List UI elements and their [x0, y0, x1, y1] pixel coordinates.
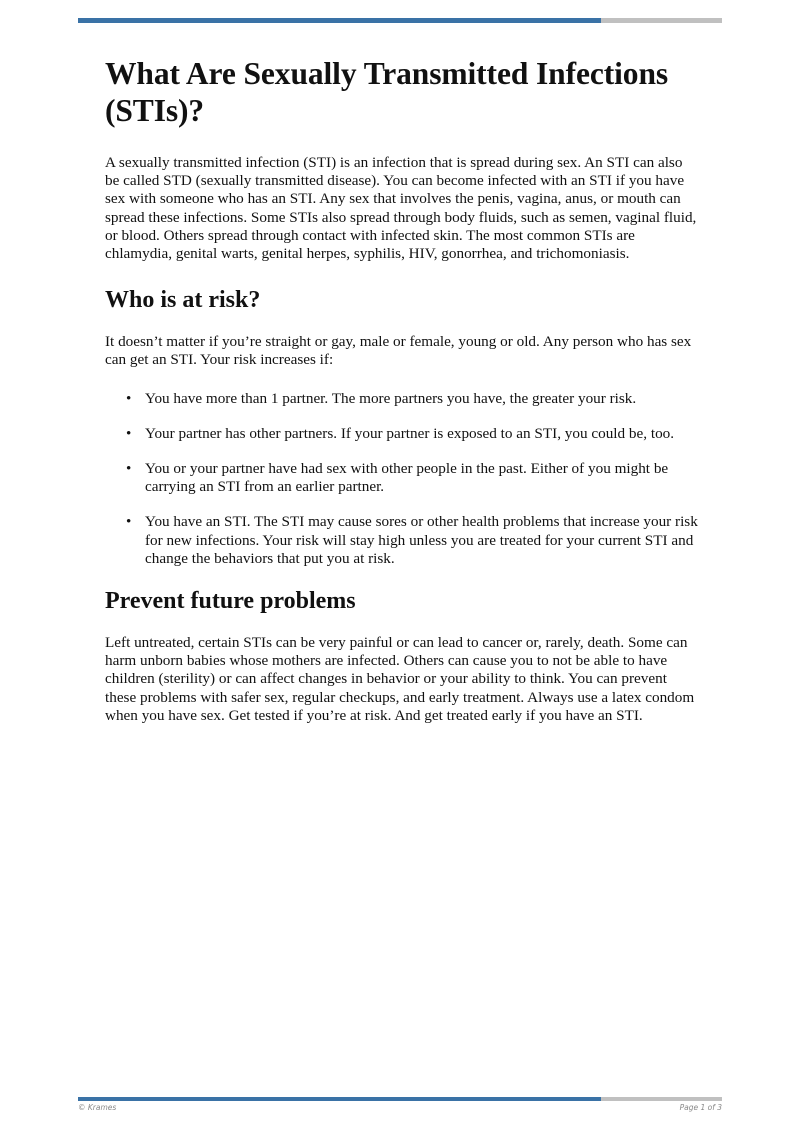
header-progress-bar — [78, 18, 722, 23]
intro-paragraph: A sexually transmitted infection (STI) is an infection that is spread during sex. An STI can also be called STD (sexually transmitted disease). You can become infected with an STI if you have sex with someone who has an STI. Any sex that involves the penis, vagina, anus, or mouth can spread these infections. Some STIs also spread through body fluids, such as semen, vaginal fluid, or blood. Others spread through contact with infected skin. The most common STIs are chlamydia, genital warts, genital herpes, syphilis, HIV, gonorrhea, and trichomoniasis. — [105, 154, 697, 263]
header-bar-accent — [78, 18, 601, 23]
bullet-icon: • — [126, 513, 132, 531]
page-footer — [78, 1103, 722, 1112]
risk-list — [105, 390, 700, 568]
header-bar-track — [601, 18, 722, 23]
list-item-text: You or your partner have had sex with other people in the past. Either of you might be carrying an STI from an earlier partner. — [145, 460, 669, 496]
section-heading-who-is-at-risk: Who is at risk? — [105, 287, 261, 314]
list-item-text: Your partner has other partners. If your partner is exposed to an STI, you could be, too. — [145, 424, 675, 442]
list-item — [126, 424, 700, 443]
page-number: Page 1 of 3 — [679, 1103, 722, 1112]
footer-bar-accent — [78, 1097, 601, 1101]
list-item-text: You have an STI. The STI may cause sores or other health problems that increase your risk for new infections. Your risk will stay high unless you are treated for your current STI and change the behaviors that put you at risk. — [145, 513, 698, 567]
bullet-icon: • — [126, 424, 132, 442]
list-item — [126, 389, 700, 408]
footer-progress-bar — [78, 1097, 722, 1101]
copyright-text: © Krames — [78, 1103, 117, 1112]
bullet-icon: • — [126, 460, 132, 478]
page-title: What Are Sexually Transmitted Infections (STIs)? — [105, 56, 669, 128]
risk-paragraph: It doesn’t matter if you’re straight or gay, male or female, young or old. Any person who has sex can get an STI. Your risk increases if: — [105, 333, 692, 369]
prevent-paragraph: Left untreated, certain STIs can be very painful or can lead to cancer or, rarely, death. Some can harm unborn babies whose mothers are infected. Others can cause you to not be able to have children (sterility) or can affect changes in behavior or your ability to think. You can prevent these problems with safer sex, regular checkups, and early treatment. Always use a latex condom when you have sex. Get tested if you’re at risk. And get treated early if you have an STI. — [105, 634, 695, 724]
list-item-text: You have more than 1 partner. The more partners you have, the greater your risk. — [145, 389, 637, 407]
footer-bar-track — [601, 1097, 722, 1101]
list-item — [126, 460, 700, 496]
bullet-icon: • — [126, 389, 132, 407]
section-heading-prevent-future-problems: Prevent future problems — [105, 588, 356, 615]
list-item — [126, 513, 700, 568]
document-body — [105, 55, 700, 745]
